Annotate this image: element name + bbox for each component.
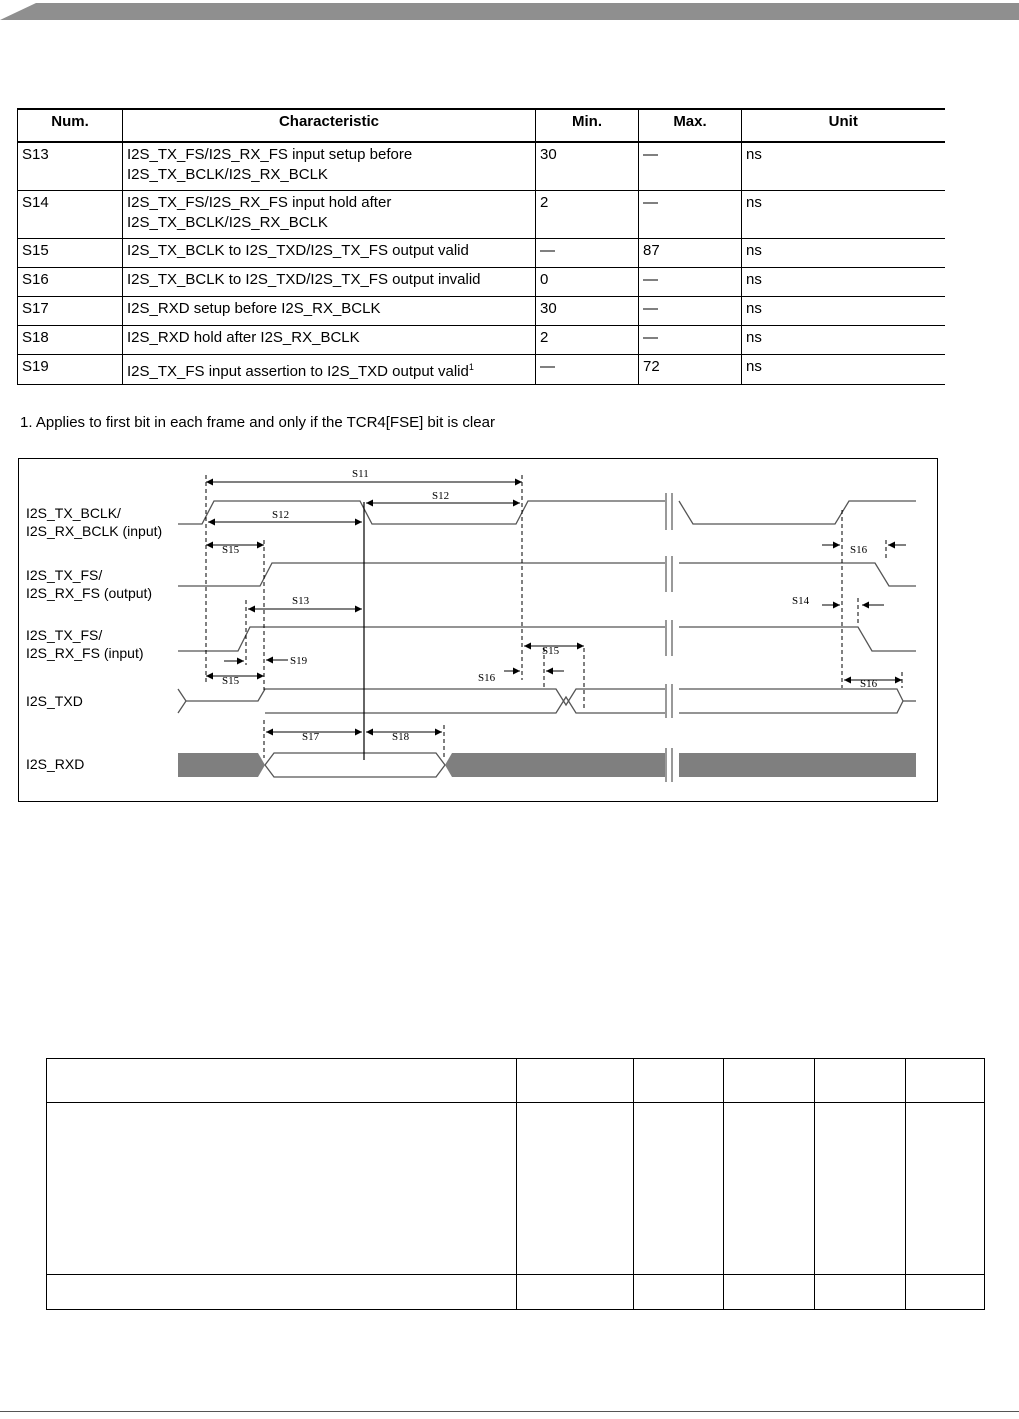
rxd-invalid-region — [445, 753, 665, 777]
timing-label-s19: S19 — [290, 655, 308, 667]
cell-min: — — [536, 354, 639, 384]
header-band — [0, 0, 1019, 24]
cell-max: — — [639, 325, 742, 354]
table-footnote: 1. Applies to first bit in each frame and only if the TCR4[FSE] bit is clear — [20, 414, 495, 431]
table-cell — [906, 1275, 985, 1310]
cell-characteristic: I2S_TX_FS input assertion to I2S_TXD output valid$^1$ — [123, 354, 536, 384]
table-cell — [815, 1103, 906, 1275]
cell-max: 72 — [639, 354, 742, 384]
table-row — [18, 190, 945, 238]
table-cell — [634, 1103, 724, 1275]
table-cell — [724, 1103, 815, 1275]
timing-label-s15: S15 — [222, 675, 240, 687]
table-row — [47, 1275, 985, 1310]
cell-min: 30 — [536, 296, 639, 325]
cell-characteristic: I2S_RXD hold after I2S_RX_BCLK — [123, 325, 536, 354]
cell-num: S16 — [18, 267, 123, 296]
signal-label-fs-in: I2S_TX_FS/ — [26, 627, 103, 643]
header-max: Max. — [639, 109, 742, 142]
cell-unit: ns — [742, 142, 945, 190]
table-row — [18, 325, 945, 354]
table-cell — [47, 1275, 517, 1310]
cell-characteristic: I2S_RXD setup before I2S_RX_BCLK — [123, 296, 536, 325]
cell-max: 87 — [639, 238, 742, 267]
table-row — [47, 1059, 985, 1103]
cell-unit: ns — [742, 296, 945, 325]
table-cell — [634, 1275, 724, 1310]
table-cell — [815, 1275, 906, 1310]
table-cell — [906, 1059, 985, 1103]
signal-label-bclk-2: I2S_RX_BCLK (input) — [26, 523, 163, 539]
empty-table — [46, 1058, 985, 1310]
signal-label-fs-in-2: I2S_RX_FS (input) — [26, 645, 144, 661]
cell-unit: ns — [742, 354, 945, 384]
timing-label-s11: S11 — [352, 468, 369, 480]
timing-label-s15: S15 — [542, 645, 560, 657]
table-row — [18, 296, 945, 325]
cell-min: 2 — [536, 325, 639, 354]
cell-min: 0 — [536, 267, 639, 296]
cell-num: S14 — [18, 190, 123, 238]
header-characteristic: Characteristic — [123, 109, 536, 142]
table-row — [18, 354, 945, 384]
timing-label-s13: S13 — [292, 595, 310, 607]
table-cell — [47, 1103, 517, 1275]
cell-num: S13 — [18, 142, 123, 190]
cell-unit: ns — [742, 325, 945, 354]
table-cell — [47, 1059, 517, 1103]
cell-characteristic: I2S_TX_FS/I2S_RX_FS input setup before I2S_TX_BCLK/I2S_RX_BCLK — [123, 142, 536, 190]
cell-num: S18 — [18, 325, 123, 354]
cell-num: S15 — [18, 238, 123, 267]
table-row — [18, 142, 945, 190]
cell-max: — — [639, 142, 742, 190]
table-cell — [517, 1275, 634, 1310]
header-num: Num. — [18, 109, 123, 142]
table-row — [47, 1103, 985, 1275]
cell-unit: ns — [742, 190, 945, 238]
cell-max: — — [639, 296, 742, 325]
table-row — [18, 267, 945, 296]
timing-label-s18: S18 — [392, 731, 410, 743]
table-row — [18, 238, 945, 267]
timing-spec-table — [17, 108, 944, 385]
footer-rule — [0, 1411, 1019, 1412]
table-header-row — [18, 109, 945, 142]
rxd-invalid-region — [679, 753, 916, 777]
table-cell — [724, 1275, 815, 1310]
signal-label-fs-out-2: I2S_RX_FS (output) — [26, 585, 153, 601]
cell-unit: ns — [742, 238, 945, 267]
signal-label-fs-out: I2S_TX_FS/ — [26, 567, 103, 583]
cell-min: — — [536, 238, 639, 267]
header-min: Min. — [536, 109, 639, 142]
timing-diagram — [18, 458, 938, 802]
signal-label-bclk: I2S_TX_BCLK/ — [26, 505, 121, 521]
timing-label-s16: S16 — [478, 672, 496, 684]
cell-characteristic: I2S_TX_FS/I2S_RX_FS input hold after I2S_TX_BCLK/I2S_RX_BCLK — [123, 190, 536, 238]
table-cell — [517, 1059, 634, 1103]
timing-label-s15: S15 — [222, 544, 240, 556]
timing-label-s12: S12 — [432, 490, 450, 502]
cell-num: S19 — [18, 354, 123, 384]
table-cell — [634, 1059, 724, 1103]
timing-label-s14: S14 — [792, 595, 810, 607]
cell-num: S17 — [18, 296, 123, 325]
signal-label-rxd: I2S_RXD — [26, 756, 85, 772]
table-cell — [724, 1059, 815, 1103]
timing-label-s16: S16 — [850, 544, 868, 556]
table-cell — [906, 1103, 985, 1275]
header-unit: Unit — [742, 109, 945, 142]
cell-characteristic: I2S_TX_BCLK to I2S_TXD/I2S_TX_FS output invalid — [123, 267, 536, 296]
table-cell — [815, 1059, 906, 1103]
cell-min: 2 — [536, 190, 639, 238]
timing-label-s16: S16 — [860, 678, 878, 690]
cell-max: — — [639, 190, 742, 238]
cell-unit: ns — [742, 267, 945, 296]
timing-label-s17: S17 — [302, 731, 320, 743]
timing-label-s12: S12 — [272, 509, 290, 521]
footnote-ref: 1 — [468, 361, 474, 372]
cell-min: 30 — [536, 142, 639, 190]
table-cell — [517, 1103, 634, 1275]
signal-label-txd: I2S_TXD — [26, 693, 83, 709]
rxd-invalid-region — [178, 753, 265, 777]
cell-max: — — [639, 267, 742, 296]
cell-characteristic: I2S_TX_BCLK to I2S_TXD/I2S_TX_FS output valid — [123, 238, 536, 267]
